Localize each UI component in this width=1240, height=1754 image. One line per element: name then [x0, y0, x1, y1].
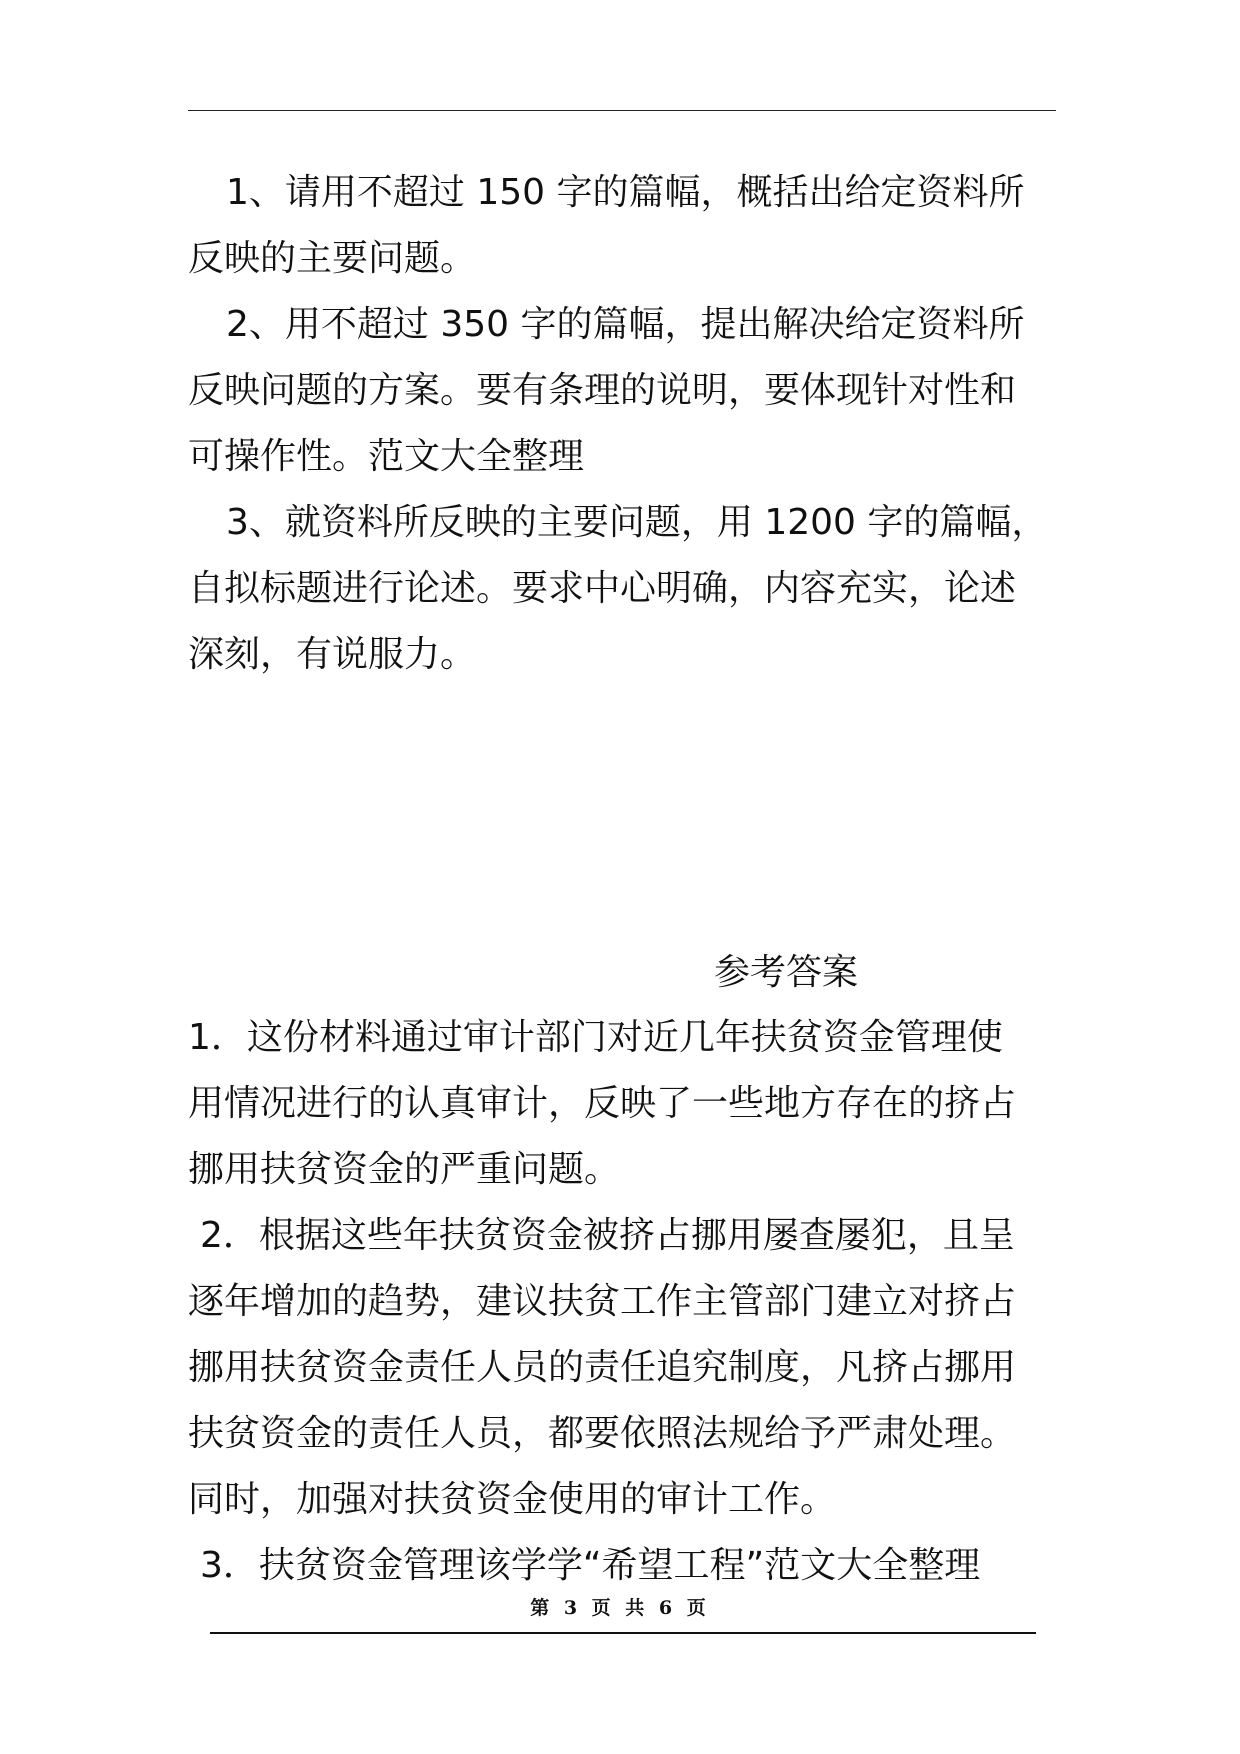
answer-1-line-2: 用情况进行的认真审计，反映了一些地方存在的挤占: [188, 1083, 1017, 1124]
answer-2-line-2: 逐年增加的趋势，建议扶贫工作主管部门建立对挤占: [188, 1281, 1017, 1322]
answer-2-line-1: 2．根据这些年扶贫资金被挤占挪用屡查屡犯，且呈: [200, 1215, 1015, 1256]
answer-heading: 参考答案: [714, 952, 859, 993]
page-number: 第 3 页 共 6 页: [530, 1597, 710, 1619]
question-1-line-1: 1、请用不超过 150 字的篇幅，概括出给定资料所: [226, 172, 1025, 213]
question-2-line-1: 2、用不超过 350 字的篇幅，提出解决给定资料所: [226, 304, 1025, 345]
footer-rule: [210, 1632, 1036, 1634]
question-3-line-2: 自拟标题进行论述。要求中心明确，内容充实，论述: [188, 568, 1017, 609]
answers: [188, 1005, 1068, 1599]
question-1-line-2: 反映的主要问题。: [188, 238, 477, 279]
question-2-line-2: 反映问题的方案。要有条理的说明，要体现针对性和: [188, 370, 1017, 411]
question-2-line-3: 可操作性。范文大全整理: [188, 436, 585, 477]
answer-1-line-1: 1．这份材料通过审计部门对近几年扶贫资金管理使: [188, 1017, 1003, 1058]
answer-3-line-1: 3．扶贫资金管理该学学“希望工程”范文大全整理: [200, 1545, 981, 1586]
question-1: [188, 160, 1068, 292]
header-rule: [188, 110, 1056, 111]
answer-1-line-3: 挪用扶贫资金的严重问题。: [188, 1149, 621, 1190]
question-3: [188, 490, 1068, 688]
answer-2-line-5: 同时，加强对扶贫资金使用的审计工作。: [188, 1479, 837, 1520]
answer-2-line-3: 挪用扶贫资金责任人员的责任追究制度，凡挤占挪用: [188, 1347, 1017, 1388]
question-3-line-3: 深刻，有说服力。: [188, 634, 477, 675]
question-2: [188, 292, 1068, 490]
answer-2-line-4: 扶贫资金的责任人员，都要依照法规给予严肃处理。: [188, 1413, 1017, 1454]
question-3-line-1: 3、就资料所反映的主要问题，用 1200 字的篇幅，: [226, 502, 1048, 543]
